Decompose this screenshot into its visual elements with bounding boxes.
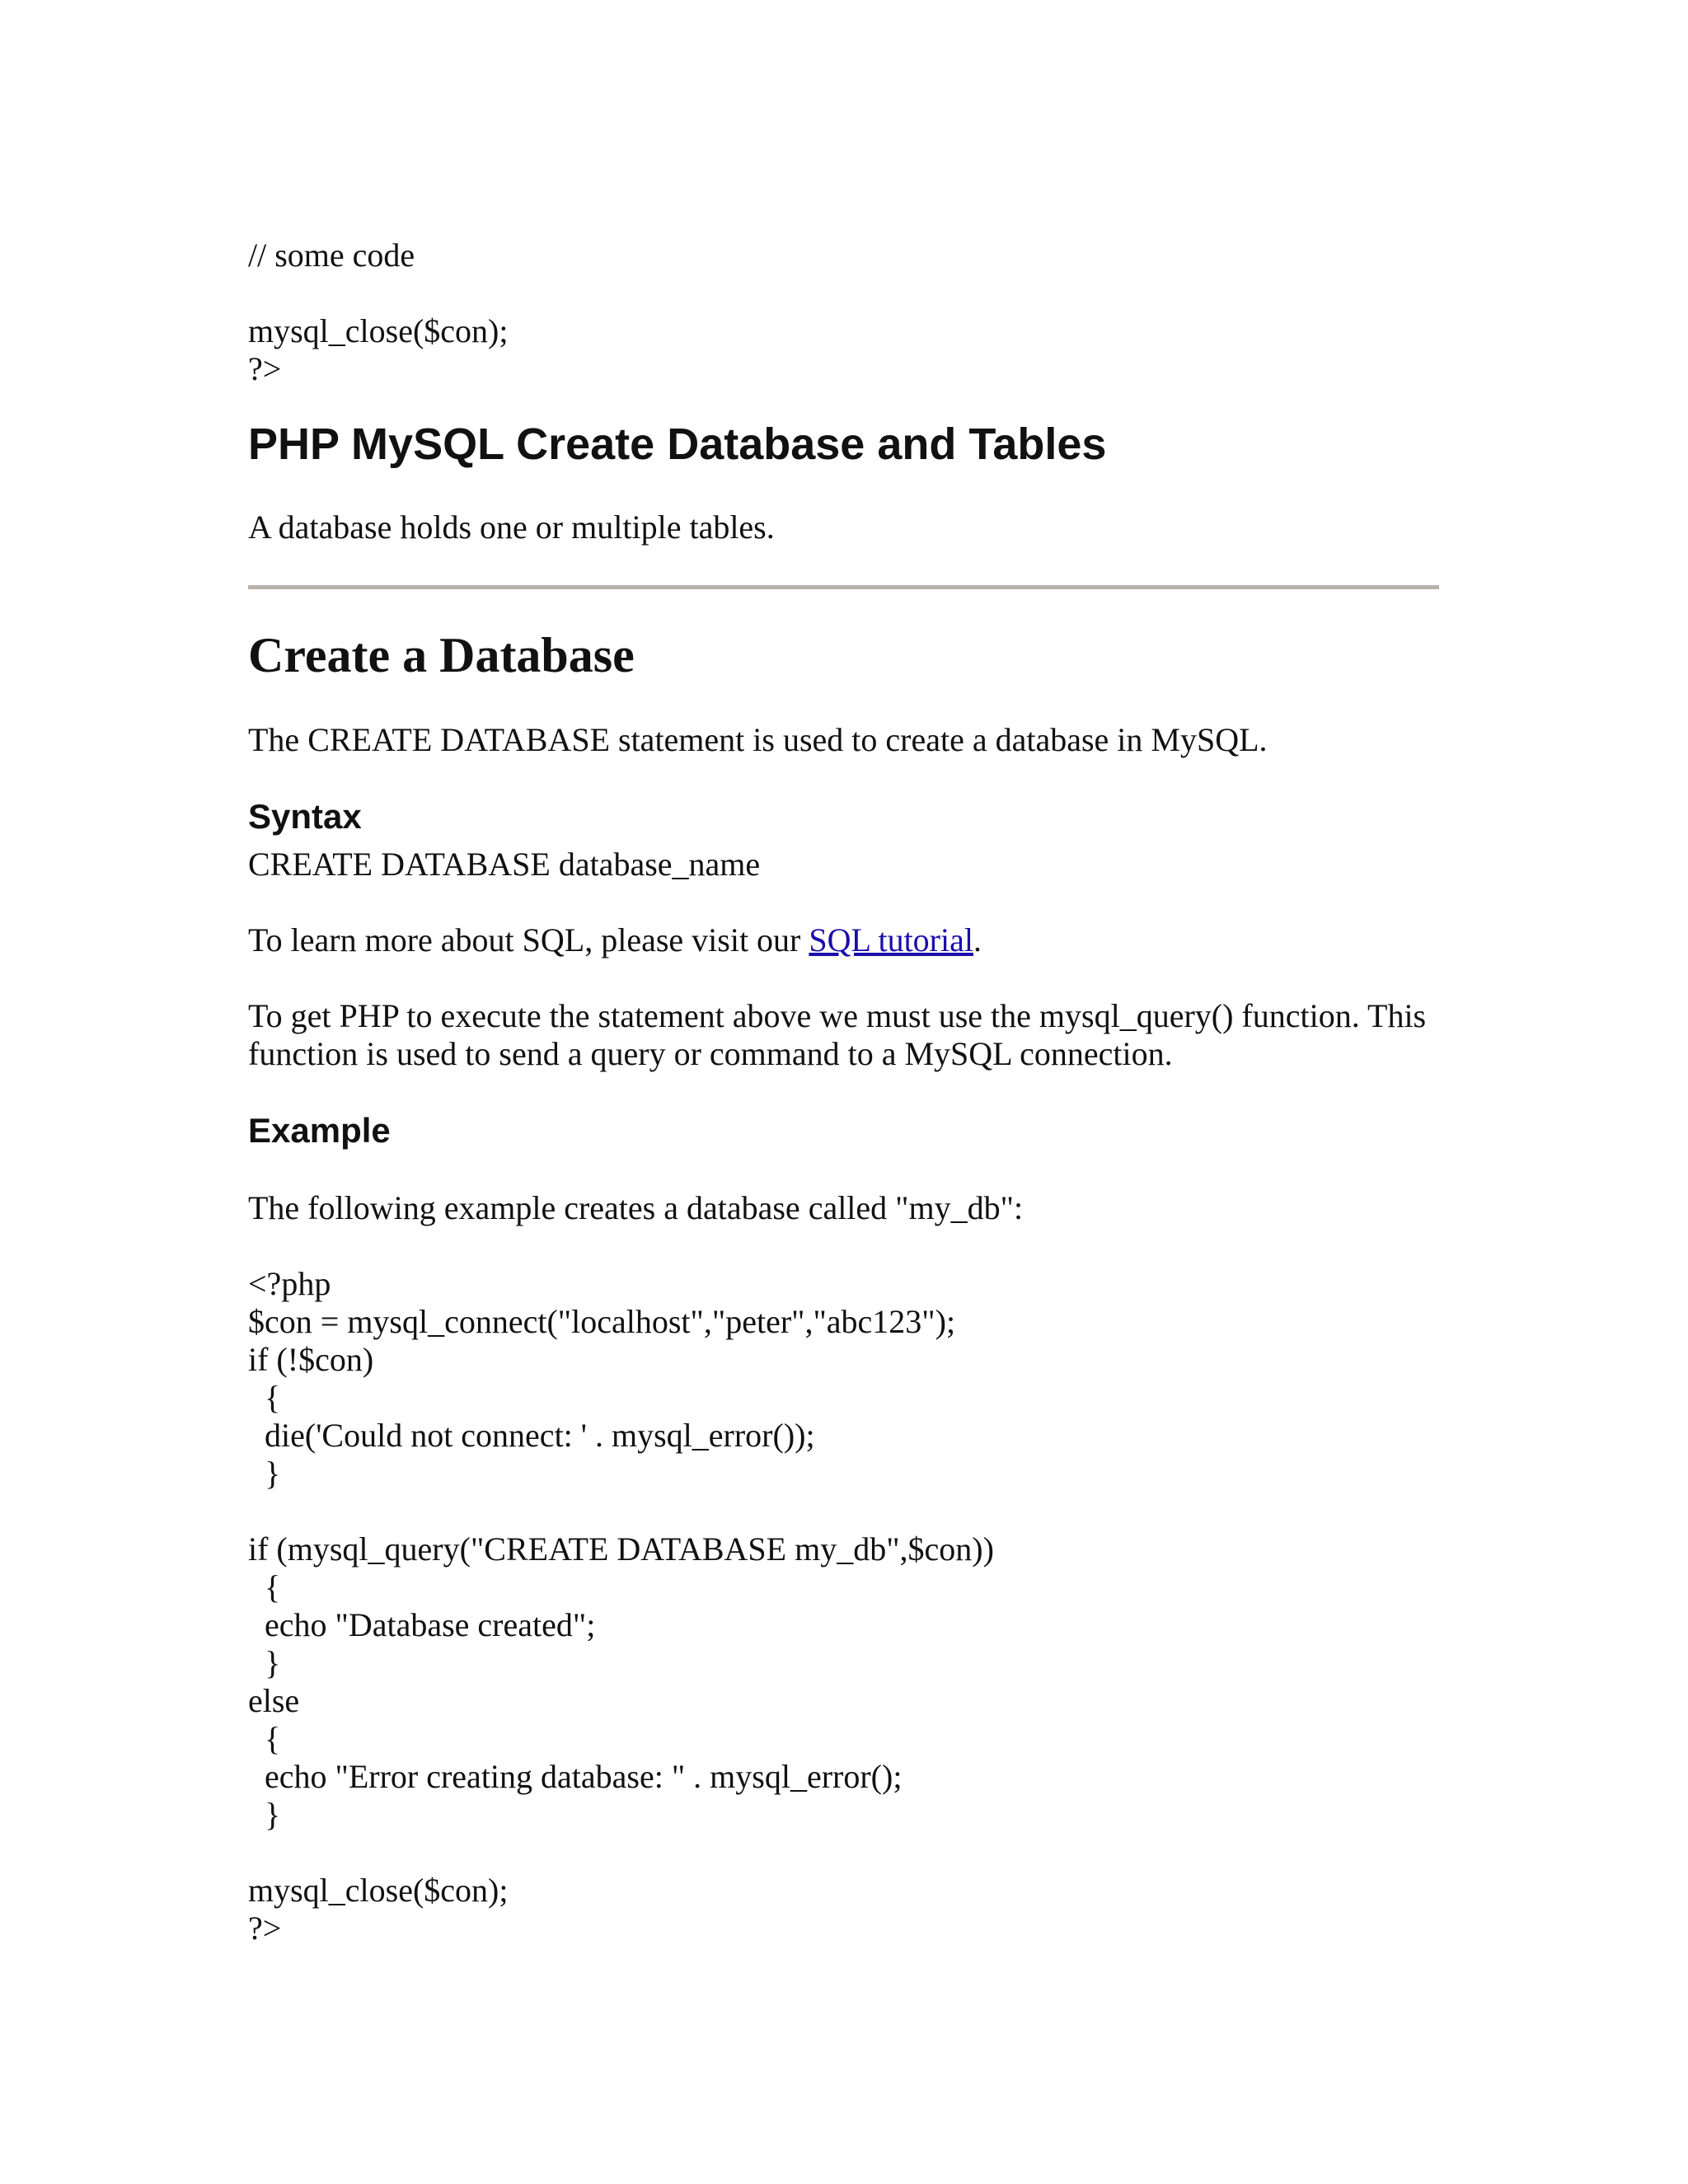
- example-code-line: }: [248, 1796, 281, 1833]
- section-description: The CREATE DATABASE statement is used to create a database in MySQL.: [248, 721, 1268, 758]
- exec-paragraph-line-2: function is used to send a query or command to a MySQL connection.: [248, 1035, 1173, 1072]
- main-heading: PHP MySQL Create Database and Tables: [248, 419, 1107, 469]
- code-end-tag-line: ?>: [248, 350, 282, 387]
- example-code-line: die('Could not connect: ' . mysql_error());: [248, 1417, 815, 1454]
- example-code-line: echo "Database created";: [248, 1606, 596, 1643]
- exec-paragraph-line-1: To get PHP to execute the statement above we must use the mysql_query() function. This: [248, 997, 1427, 1034]
- example-code-line: {: [248, 1568, 281, 1605]
- section-heading: Create a Database: [248, 628, 635, 682]
- code-comment-line: // some code: [248, 237, 415, 274]
- learn-more-paragraph: [248, 921, 982, 959]
- example-code-line: else: [248, 1682, 300, 1719]
- example-code-line: mysql_close($con);: [248, 1872, 509, 1909]
- example-code-line: $con = mysql_connect("localhost","peter","abc123");: [248, 1303, 956, 1340]
- example-code-line: echo "Error creating database: " . mysql_error();: [248, 1758, 903, 1795]
- example-code-line: {: [248, 1720, 281, 1757]
- example-heading: Example: [248, 1111, 391, 1150]
- syntax-heading: Syntax: [248, 797, 362, 836]
- example-code-line: if (mysql_query("CREATE DATABASE my_db",$con)): [248, 1530, 994, 1568]
- example-code-line: if (!$con): [248, 1341, 374, 1378]
- example-code-line: }: [248, 1455, 281, 1492]
- learn-more-prefix: To learn more about SQL, please visit our: [248, 921, 809, 958]
- horizontal-divider: [248, 585, 1439, 589]
- intro-paragraph: A database holds one or multiple tables.: [248, 509, 775, 546]
- syntax-line: CREATE DATABASE database_name: [248, 846, 761, 883]
- learn-more-suffix: .: [973, 921, 982, 958]
- sql-tutorial-link[interactable]: SQL tutorial: [809, 921, 973, 958]
- example-code-line: {: [248, 1379, 281, 1416]
- example-code-line: }: [248, 1644, 281, 1681]
- code-close-line: mysql_close($con);: [248, 312, 509, 349]
- example-code-line: <?php: [248, 1265, 331, 1302]
- example-code-line: ?>: [248, 1910, 282, 1947]
- example-intro: The following example creates a database called "my_db":: [248, 1189, 1024, 1226]
